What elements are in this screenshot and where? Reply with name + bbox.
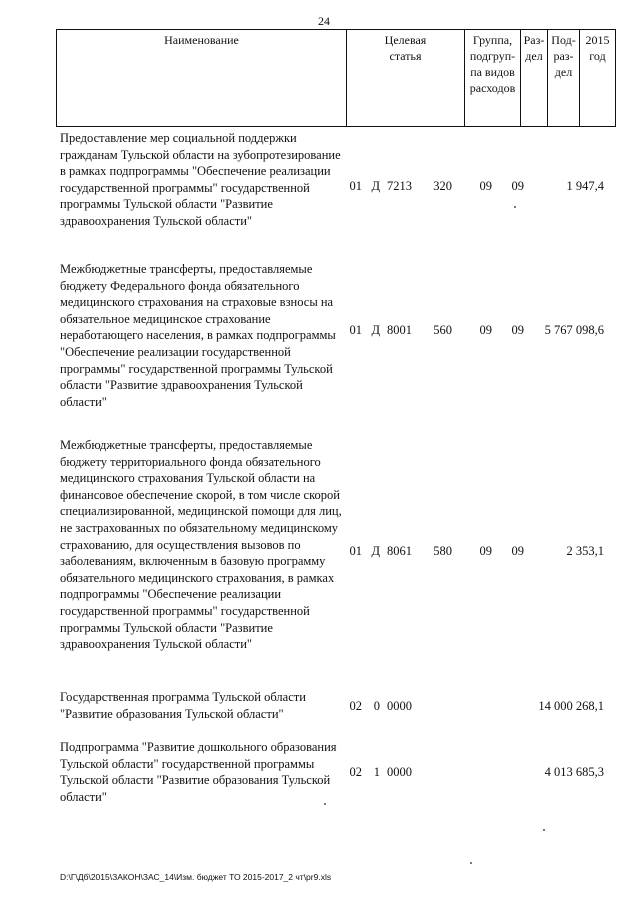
header-name: Наименование <box>56 30 346 126</box>
row-target-code-2: Д <box>371 544 380 558</box>
table-row <box>56 437 616 667</box>
row-target-code-3: 7213 <box>387 179 412 193</box>
file-path-footer: D:\Г\Дб\2015\ЗАКОН\ЗАС_14\Изм. бюджет ТО 2015-2017_2 чт\pr9.xls <box>60 872 332 882</box>
row-target-code-3: 8061 <box>387 544 412 558</box>
row-target-code-3: 0000 <box>387 699 412 713</box>
row-target-code-3: 8001 <box>387 323 412 337</box>
table-row <box>56 130 616 240</box>
row-target-code-1: 02 <box>349 765 362 779</box>
row-target-code-1: 01 <box>349 544 362 558</box>
table-header <box>56 29 616 127</box>
row-name: Подпрограмма "Развитие дошкольного образования Тульской области" государственной программы Тульской области "Развитие образования Тульской области" <box>60 740 337 804</box>
row-section: 09 <box>479 323 492 337</box>
table-row <box>56 739 616 809</box>
page-number: 24 <box>318 14 330 28</box>
row-name: Межбюджетные трансферты, предоставляемые бюджету территориального фонда обязательного медицинского страхования Тульской области на финансовое обеспечение скорой, в том числе скорой специализированной, медицинской помощи для лиц, не застрахованных по обязательному медицинскому страхованию, для осуществления вызовов по заболеваниям, включенным в базовую программу обязательного медицинского страхования, в рамках подпрограммы "Обеспечение реализации государственной программы" государственной программы Тульской области "Развитие здравоохранения Тульской области" <box>60 438 342 652</box>
header-group: Группа, подгруп- па видов расходов <box>464 30 520 126</box>
row-target-code-2: 0 <box>373 699 380 713</box>
header-year: 2015 год <box>579 30 616 126</box>
row-amount: 5 767 098,6 <box>544 323 604 337</box>
row-amount: 1 947,4 <box>566 179 604 193</box>
row-subsection: 09 <box>511 544 524 558</box>
row-name: Предоставление мер социальной поддержки гражданам Тульской области на зубопротезирование в рамках подпрограммы "Обеспечение реализации государственной программы" государственной программы Тульской области "Развитие здравоохранения Тульской области" <box>60 131 341 228</box>
row-subsection: 09 <box>511 179 524 193</box>
scan-speck <box>470 862 472 864</box>
row-target-code-2: Д <box>371 179 380 193</box>
scan-speck <box>324 803 326 805</box>
row-section: 09 <box>479 544 492 558</box>
row-name: Государственная программа Тульской области "Развитие образования Тульской области" <box>60 690 306 721</box>
row-group: 560 <box>433 323 452 337</box>
row-target-code-2: 1 <box>373 765 380 779</box>
row-amount: 14 000 268,1 <box>538 699 604 713</box>
row-target-code-1: 01 <box>349 323 362 337</box>
table-row <box>56 689 616 729</box>
row-amount: 2 353,1 <box>566 544 604 558</box>
row-target-code-1: 01 <box>349 179 362 193</box>
scan-speck <box>514 206 516 208</box>
row-amount: 4 013 685,3 <box>544 765 604 779</box>
row-target-code-2: Д <box>371 323 380 337</box>
header-section: Раз- дел <box>520 30 547 126</box>
header-subsection: Под- раз- дел <box>547 30 579 126</box>
row-subsection: 09 <box>511 323 524 337</box>
row-group: 580 <box>433 544 452 558</box>
table-row <box>56 261 616 411</box>
row-name: Межбюджетные трансферты, предоставляемые бюджету Федерального фонда обязательного медицинского страхования на страховые взносы на обязательное медицинское страхование неработающего населения, в рамках подпрограммы "Обеспечение реализации государственной программы" государственной программы Тульской области "Развитие здравоохранения Тульской области" <box>60 262 336 409</box>
row-section: 09 <box>479 179 492 193</box>
scan-speck <box>543 829 545 831</box>
row-target-code-1: 02 <box>349 699 362 713</box>
row-group: 320 <box>433 179 452 193</box>
header-target-article: Целевая статья <box>346 30 464 126</box>
row-target-code-3: 0000 <box>387 765 412 779</box>
